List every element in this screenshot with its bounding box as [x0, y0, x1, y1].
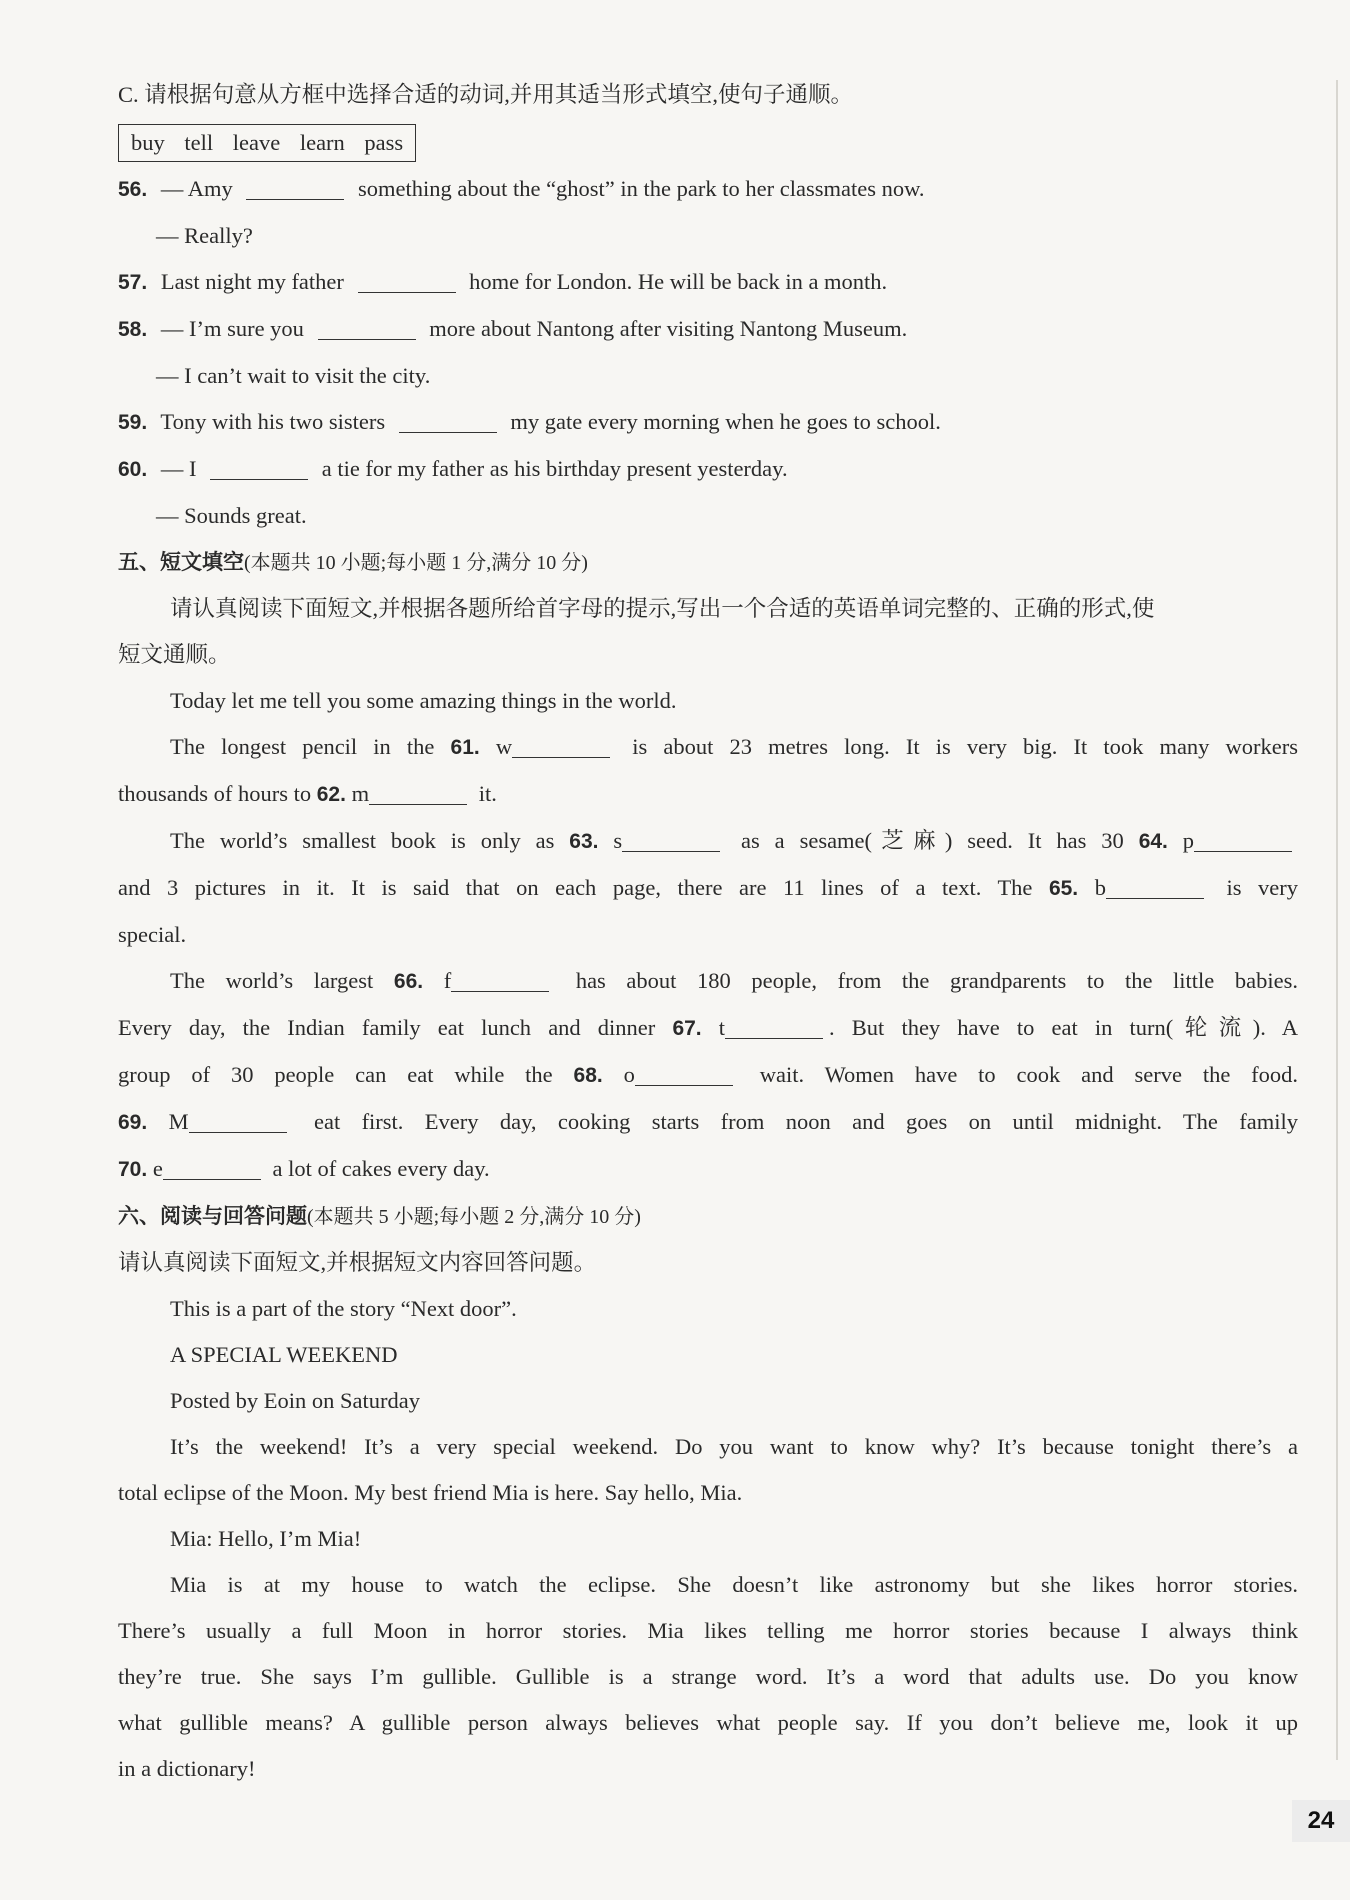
blank-number-66: 66. [393, 970, 424, 993]
question-text-before: — Amy [160, 176, 233, 201]
section-6-heading [118, 1193, 1298, 1240]
answer-blank-64[interactable] [1194, 850, 1292, 852]
cloze-text: The longest pencil in the [170, 734, 435, 759]
answer-blank[interactable] [399, 431, 497, 433]
initial-letter: b [1094, 875, 1106, 900]
section-note: (本题共 5 小题;每小题 2 分,满分 10 分) [307, 1206, 641, 1228]
cloze-line [118, 1099, 1298, 1146]
cloze-line [118, 1146, 1298, 1193]
cloze-text: eat first. Every day, cooking starts from noon and goes on until midnight. The family [313, 1109, 1299, 1134]
answer-blank[interactable] [318, 338, 416, 340]
question-text-before: Tony with his two sisters [160, 409, 386, 434]
question-text-before: Last night my father [160, 269, 344, 294]
blank-number-65: 65. [1048, 877, 1079, 900]
initial-letter: p [1182, 828, 1195, 853]
answer-blank-69[interactable] [189, 1131, 287, 1133]
answer-blank-61[interactable] [512, 756, 610, 758]
question-58 [118, 306, 1298, 353]
question-number: 59. [118, 411, 148, 434]
answer-blank-63[interactable] [622, 850, 720, 852]
section-5-heading [118, 539, 1298, 586]
section-title: 五、短文填空 [118, 550, 244, 574]
blank-number-68: 68. [573, 1064, 603, 1087]
initial-letter: M [168, 1109, 189, 1134]
answer-blank-66[interactable] [451, 990, 549, 992]
initial-letter: s [613, 828, 623, 853]
initial-letter: w [495, 734, 513, 759]
answer-blank-68[interactable] [635, 1084, 733, 1086]
blank-number-63: 63. [569, 830, 599, 853]
question-text-after: home for London. He will be back in a month. [469, 269, 888, 294]
cloze-text: a lot of cakes every day. [272, 1156, 490, 1181]
section-5-instruction-1: 请认真阅读下面短文,并根据各题所给首字母的提示,写出一个合适的英语单词完整的、正确的形式,使 [170, 596, 1155, 621]
cloze-text: is very [1226, 875, 1298, 900]
cloze-line [118, 1052, 1298, 1099]
question-number: 56. [118, 178, 148, 201]
page-edge-shadow [1336, 80, 1338, 1760]
section-5-instruction-2: 短文通顺。 [118, 642, 231, 667]
question-58-reply: — I can’t wait to visit the city. [156, 363, 431, 388]
cloze-text: and 3 pictures in it. It is said that on each page, there are 11 lines of a text. The [118, 875, 1033, 900]
blank-number-62: 62. [316, 783, 346, 806]
document-page [118, 72, 1298, 1792]
cloze-text: wait. Women have to cook and serve the food. [759, 1062, 1299, 1087]
section-6-instruction: 请认真阅读下面短文,并根据短文内容回答问题。 [118, 1250, 597, 1275]
story-intro: This is a part of the story “Next door”. [170, 1296, 517, 1321]
blank-number-67: 67. [672, 1017, 702, 1040]
answer-blank[interactable] [358, 291, 456, 293]
answer-blank[interactable] [210, 478, 308, 480]
question-number: 60. [118, 458, 148, 481]
question-57 [118, 259, 1298, 306]
question-text-after: more about Nantong after visiting Nantong Museum. [429, 316, 908, 341]
answer-blank-65[interactable] [1106, 897, 1204, 899]
cloze-text: as a sesame(芝麻) seed. It has 30 [741, 828, 1124, 853]
question-text-after: my gate every morning when he goes to school. [510, 409, 941, 434]
question-60 [118, 446, 1298, 493]
answer-blank-70[interactable] [163, 1178, 261, 1180]
cloze-text: . But they have to eat in turn(轮流). A [829, 1015, 1299, 1040]
cloze-text: The world’s smallest book is only as [170, 828, 555, 853]
section-note: (本题共 10 小题;每小题 1 分,满分 10 分) [244, 552, 588, 574]
story-byline: Posted by Eoin on Saturday [170, 1388, 420, 1413]
cloze-text: has about 180 people, from the grandparents to the little babies. [575, 968, 1298, 993]
story-title: A SPECIAL WEEKEND [170, 1342, 398, 1367]
question-number: 58. [118, 318, 148, 341]
question-number: 57. [118, 271, 148, 294]
cloze-paragraph-1: Today let me tell you some amazing things in the world. [170, 688, 677, 713]
answer-blank[interactable] [246, 198, 344, 200]
question-text-after: a tie for my father as his birthday present yesterday. [321, 456, 788, 481]
story-paragraph-line: Mia is at my house to watch the eclipse. She doesn’t like astronomy but she likes horror stories. [170, 1572, 1298, 1597]
cloze-text: Every day, the Indian family eat lunch and dinner [118, 1015, 656, 1040]
initial-letter: o [623, 1062, 635, 1087]
cloze-text: thousands of hours to [118, 781, 312, 806]
answer-blank-62[interactable] [369, 803, 467, 805]
story-paragraph-line: total eclipse of the Moon. My best friend Mia is here. Say hello, Mia. [118, 1480, 743, 1505]
blank-number-64: 64. [1138, 830, 1168, 853]
question-text-before: — I [160, 456, 197, 481]
cloze-line [118, 958, 1298, 1005]
story-paragraph-line: in a dictionary! [118, 1756, 256, 1781]
story-paragraph-line: There’s usually a full Moon in horror stories. Mia likes telling me horror stories because I always think [118, 1618, 1298, 1643]
blank-number-69: 69. [118, 1111, 148, 1134]
cloze-line [118, 771, 1298, 818]
question-56-reply: — Really? [156, 223, 253, 248]
answer-blank-67[interactable] [725, 1037, 823, 1039]
cloze-text: The world’s largest [170, 968, 374, 993]
question-60-reply: — Sounds great. [156, 503, 307, 528]
initial-letter: e [152, 1156, 163, 1181]
cloze-text: it. [478, 781, 497, 806]
initial-letter: m [351, 781, 370, 806]
initial-letter: f [443, 968, 452, 993]
cloze-line [118, 818, 1298, 865]
word-box: buy tell leave learn pass [118, 124, 416, 162]
part-c-instruction: C. 请根据句意从方框中选择合适的动词,并用其适当形式填空,使句子通顺。 [118, 82, 854, 107]
story-paragraph-line: It’s the weekend! It’s a very special weekend. Do you want to know why? It’s because tonight there’s a [170, 1434, 1298, 1459]
cloze-line: special. [118, 922, 187, 947]
question-59 [118, 399, 1298, 446]
blank-number-70: 70. [118, 1158, 148, 1181]
question-56 [118, 166, 1298, 213]
word-box-row [118, 118, 1298, 166]
initial-letter: t [718, 1015, 726, 1040]
question-text-before: — I’m sure you [160, 316, 304, 341]
cloze-text: is about 23 metres long. It is very big. It took many workers [632, 734, 1299, 759]
story-dialogue: Mia: Hello, I’m Mia! [170, 1526, 362, 1551]
story-paragraph-line: they’re true. She says I’m gullible. Gullible is a strange word. It’s a word that adults use. Do you know [118, 1664, 1298, 1689]
question-text-after: something about the “ghost” in the park to her classmates now. [357, 176, 925, 201]
blank-number-61: 61. [450, 736, 480, 759]
cloze-line [118, 724, 1298, 771]
section-title: 六、阅读与回答问题 [118, 1204, 307, 1228]
cloze-text: group of 30 people can eat while the [118, 1062, 553, 1087]
cloze-line [118, 1005, 1298, 1052]
page-number: 24 [1292, 1800, 1350, 1842]
cloze-line [118, 865, 1298, 912]
story-paragraph-line: what gullible means? A gullible person always believes what people say. If you don’t believe me, look it up [118, 1710, 1298, 1735]
